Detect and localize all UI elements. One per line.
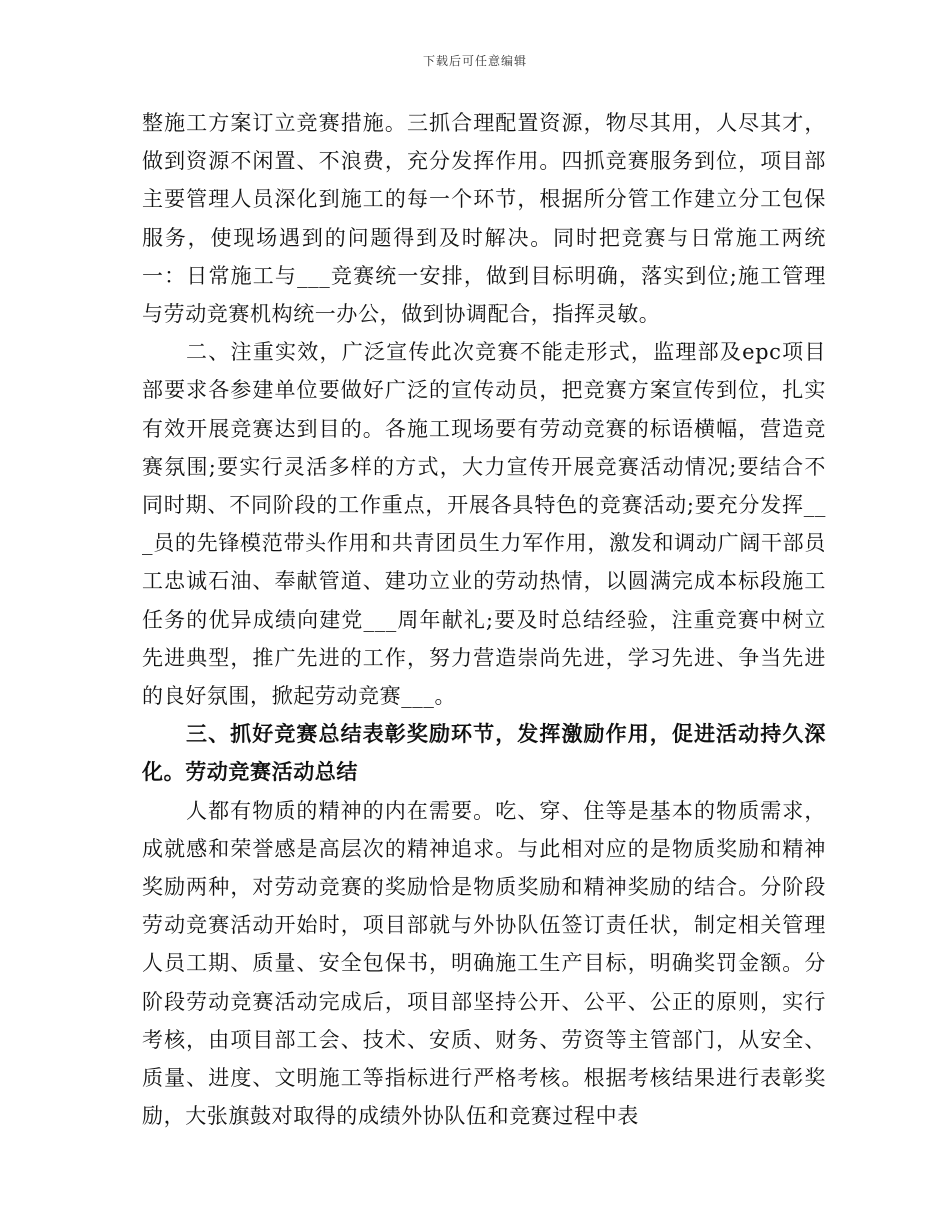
page-header: 下载后可任意编辑 bbox=[422, 54, 527, 68]
document-body bbox=[142, 104, 826, 1135]
paragraph-1: 整施工方案订立竞赛措施。三抓合理配置资源，物尽其用，人尽其才，做到资源不闲置、不浪费，充分发挥作用。四抓竞赛服务到位，项目部主要管理人员深化到施工的每一个环节，根据所分管工作建立分工包保服务，使现场遇到的问题得到及时解决。同时把竞赛与日常施工两统一：日常施工与___竞赛统一安排，做到目标明确，落实到位;施工管理与劳动竞赛机构统一办公，做到协调配合，指挥灵敏。 bbox=[142, 111, 826, 327]
paragraph-2: 二、注重实效，广泛宣传此次竞赛不能走形式，监理部及epc项目部要求各参建单位要做好广泛的宣传动员，把竞赛方案宣传到位，扎实有效开展竞赛达到目的。各施工现场要有劳动竞赛的标语横幅，营造竞赛氛围;要实行灵活多样的方式，大力宣传开展竞赛活动情况;要结合不同时期、不同阶段的工作重点，开展各具特色的竞赛活动;要充分发挥___员的先锋模范带头作用和共青团员生力军作用，激发和调动广阔干部员工忠诚石油、奉献管道、建功立业的劳动热情，以圆满完成本标段施工任务的优异成绩向建党___周年献礼;要及时总结经验，注重竞赛中树立先进典型，推广先进的工作，努力营造崇尚先进，学习先进、争当先进的良好氛围，掀起劳动竞赛___。 bbox=[142, 340, 826, 709]
paragraph-4: 人都有物质的精神的内在需要。吃、穿、住等是基本的物质需求，成就感和荣誉感是高层次的精神追求。与此相对应的是物质奖励和精神奖励两种，对劳动竞赛的奖励恰是物质奖励和精神奖励的结合。分阶段劳动竞赛活动开始时，项目部就与外协队伍签订责任状，制定相关管理人员工期、质量、安全包保书，明确施工生产目标，明确奖罚金额。分阶段劳动竞赛活动完成后，项目部坚持公开、公平、公正的原则，实行考核，由项目部工会、技术、安质、财务、劳资等主管部门，从安全、质量、进度、文明施工等指标进行严格考核。根据考核结果进行表彰奖励，大张旗鼓对取得的成绩外协队伍和竞赛过程中表 bbox=[142, 798, 826, 1129]
section-heading-3: 三、抓好竞赛总结表彰奖励环节，发挥激励作用，促进活动持久深化。劳动竞赛活动总结 bbox=[142, 721, 826, 785]
